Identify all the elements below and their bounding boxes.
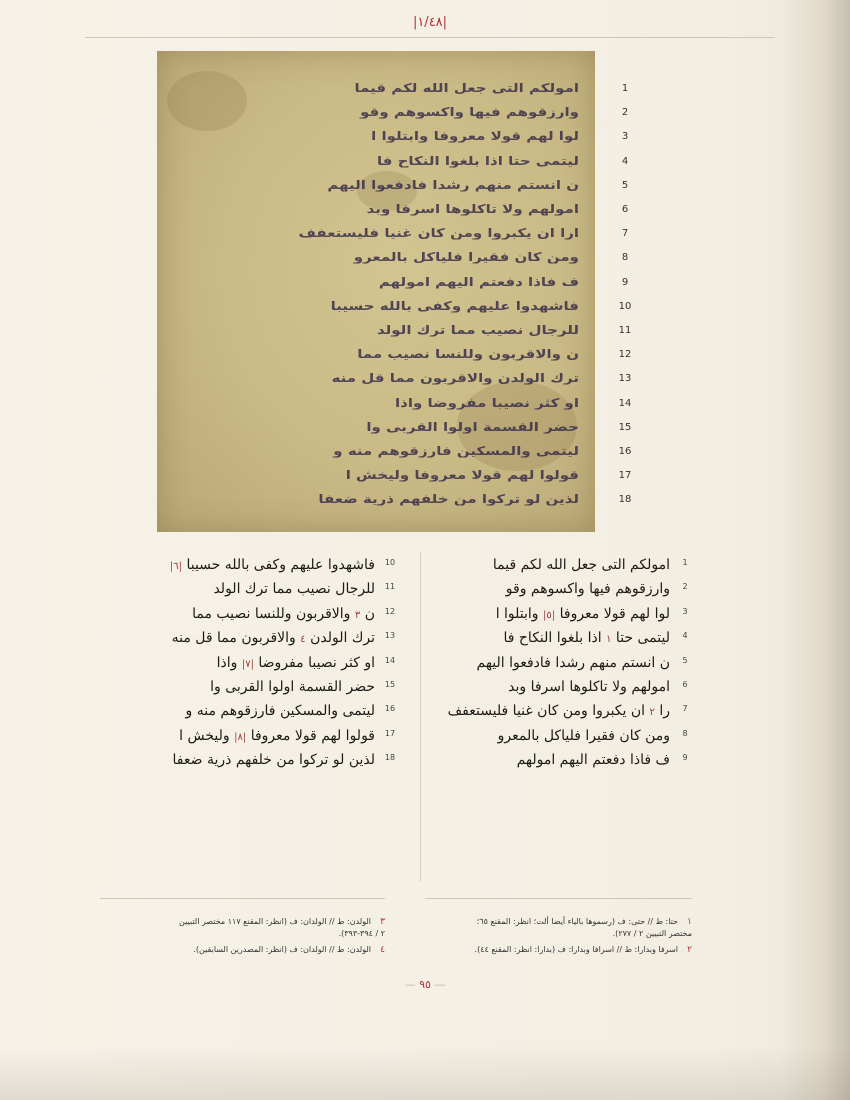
- transcription-line-number: 15: [384, 680, 396, 689]
- verse-or-footnote-marker: ٣: [354, 609, 361, 621]
- verse-or-footnote-marker: |٧|: [241, 658, 254, 670]
- transcription-line-text: [508, 677, 670, 697]
- manuscript-line: او كثر نصيبا مفروضا واذا: [395, 397, 579, 410]
- verse-or-footnote-marker: |٥|: [543, 609, 556, 621]
- manuscript-line-number: 11: [618, 325, 632, 336]
- page-header: [85, 13, 775, 39]
- verse-or-footnote-marker: ٤: [300, 634, 306, 646]
- line-text: ن: [364, 605, 375, 622]
- manuscript-line-number: 8: [621, 252, 629, 264]
- transcription-line: [430, 579, 692, 601]
- transcription-line-number: 6: [682, 680, 688, 689]
- header-rule: [85, 37, 775, 38]
- binding-shadow: [780, 0, 850, 1100]
- manuscript-line: ليتمى حتا اذا بلغوا النكاح فا: [376, 155, 579, 168]
- footnote-continuation: ٢ / ٣٩٤-٣٩٣).: [338, 929, 385, 938]
- footnote-rule-right: [425, 898, 692, 899]
- footnote: [100, 914, 385, 936]
- manuscript-line: ف فاذا دفعتم اليهم امولهم: [378, 276, 579, 289]
- transcription-line-text: [192, 604, 375, 626]
- transcription-line-number: 7: [682, 704, 688, 714]
- verse-or-footnote-marker: ٢: [649, 707, 655, 719]
- line-text: را: [659, 703, 670, 720]
- manuscript-photo: [157, 51, 595, 532]
- footnote-text: اسرفا وبدارا: ط // اسرافا وبدارا: ف (بدارا: انظر: المقنع ٤٤).: [474, 945, 678, 954]
- manuscript-line-number: 16: [618, 446, 632, 457]
- line-text: امولكم التى جعل الله لكم قيما: [492, 557, 670, 573]
- transcription-line-text: [186, 701, 376, 721]
- transcription-line: [430, 604, 692, 626]
- manuscript-line-number: 12: [618, 349, 632, 361]
- transcription-line: [430, 555, 692, 577]
- manuscript-line: حضر القسمة اولوا القربى وا: [366, 421, 579, 434]
- transcription-line-number: 11: [384, 582, 396, 592]
- transcription-line-number: 3: [682, 606, 688, 616]
- transcription-line-text: [506, 579, 670, 599]
- line-text-tail: ان يكبروا ومن كان غنيا فليستعفف: [447, 703, 646, 720]
- footnote-text: حتا: ط // حتى: ف (رسموها بالياء أيضا ألت؛ انظر: المقنع ٦٥؛: [476, 917, 678, 926]
- transcription-line-number: 14: [384, 655, 396, 665]
- manuscript-line-number: 15: [618, 421, 632, 433]
- manuscript-line: لوا لهم قولا معروفا وابتلوا ا: [371, 130, 579, 143]
- transcription-line-number: 12: [384, 606, 396, 616]
- manuscript-line-number: 7: [621, 228, 629, 240]
- transcription-line: [430, 701, 692, 723]
- transcription-line-number: 5: [682, 655, 688, 665]
- transcription-line-text: [210, 677, 375, 697]
- line-text: لذين لو تركوا من خلفهم ذرية ضعفا: [172, 752, 375, 769]
- line-text: ليتمى حتا: [615, 630, 670, 647]
- manuscript-line-number: 13: [618, 373, 632, 385]
- transcription-line: [135, 677, 397, 699]
- line-text-tail: والاقربون مما قل منه: [171, 630, 296, 647]
- manuscript-line-number: 6: [621, 204, 629, 215]
- footnote-number: ٤: [380, 945, 385, 955]
- line-text: لوا لهم قولا معروفا: [559, 605, 670, 622]
- manuscript-line: قولوا لهم قولا معروفا وليخش ا: [345, 469, 579, 482]
- line-text-tail: اذا بلغوا النكاح فا: [503, 630, 602, 647]
- transcription-line-number: 13: [384, 631, 396, 641]
- footnote-rule-left: [100, 898, 385, 899]
- verse-or-footnote-marker: |٦|: [169, 561, 183, 572]
- manuscript-line-number: 2: [621, 107, 629, 119]
- line-text: ف فاذا دفعتم اليهم امولهم: [516, 752, 670, 769]
- transcription-line-number: 17: [384, 728, 396, 738]
- transcription-line-text: [503, 628, 670, 650]
- line-text: وارزقوهم فيها واكسوهم وقو: [505, 581, 670, 598]
- transcription-line-number: 8: [682, 728, 688, 738]
- transcription-line-text: [213, 579, 375, 599]
- transcription-line-text: [170, 555, 375, 577]
- line-text-tail: وابتلوا ا: [495, 605, 539, 622]
- manuscript-line-number: 5: [621, 179, 629, 191]
- manuscript-line: فاشهدوا عليهم وكفى بالله حسيبا: [330, 300, 579, 313]
- transcription-line: [135, 604, 397, 626]
- manuscript-line: ترك الولدن والاقربون مما قل منه: [331, 372, 579, 385]
- line-text: ن انستم منهم رشدا فادفعوا اليهم: [476, 654, 670, 671]
- transcription-line-text: [477, 653, 670, 673]
- manuscript-line: للرجال نصيب مما ترك الولد: [376, 324, 579, 337]
- transcription-line: [430, 750, 692, 772]
- transcription-line-text: [172, 628, 375, 650]
- transcription-line-text: [493, 555, 670, 575]
- transcription-line-number: 16: [384, 704, 396, 714]
- line-text: امولهم ولا تاكلوها اسرفا وبد: [508, 679, 670, 695]
- center-rule: [420, 552, 421, 882]
- manuscript-line-number: 1: [621, 83, 629, 94]
- manuscript-line: وارزقوهم فيها واكسوهم وقو: [360, 106, 579, 119]
- line-text: ومن كان فقيرا فلياكل بالمعرو: [497, 727, 670, 744]
- line-text-tail: وليخش ا: [179, 727, 230, 744]
- footnote-text: الولدن: ط // الولدان: ف (انظر: المقنع ١١٧ مختصر التبيين: [179, 917, 371, 926]
- manuscript-line-number: 4: [621, 155, 629, 167]
- transcription-line-number: 2: [682, 582, 688, 592]
- transcription-line-text: [448, 701, 670, 723]
- line-text-tail: واذا: [216, 654, 238, 671]
- transcription-line: [430, 653, 692, 675]
- transcription-line-number: 1: [682, 558, 688, 567]
- manuscript-line: ارا ان يكبروا ومن كان غنيا فليستعفف: [298, 227, 579, 240]
- footnote-continuation: مختصر التبيين ٢ / ٢٧٧).: [612, 929, 692, 938]
- manuscript-line: ومن كان فقيرا فلياكل بالمعرو: [353, 251, 579, 264]
- line-text-tail: والاقربون وللنسا نصيب مما: [192, 605, 351, 622]
- manuscript-line-number: 3: [621, 131, 629, 143]
- manuscript-line-number: 9: [621, 276, 629, 288]
- transcription-line: [135, 628, 397, 650]
- transcription-line: [135, 579, 397, 601]
- manuscript-line-number: 10: [618, 300, 632, 312]
- manuscript-line-number: 14: [618, 397, 632, 409]
- transcription-line: [135, 750, 397, 772]
- transcription-line-number: 10: [384, 558, 396, 567]
- transcription-line: [135, 555, 397, 577]
- footnote-text: الولدن: ط // الولدان: ف (انظر: المصدرين السابقين).: [193, 945, 371, 954]
- transcription-line: [135, 701, 397, 723]
- transcription-line: [135, 653, 397, 675]
- transcription-line-number: 18: [384, 753, 396, 763]
- page-footer: — ٩٥ —: [404, 978, 446, 991]
- transcription-line: [430, 677, 692, 699]
- manuscript-line: امولكم التى جعل الله لكم قيما: [354, 82, 579, 95]
- manuscript-line: ليتمى والمسكين فارزقوهم منه و: [333, 445, 579, 458]
- transcription-line-text: [498, 726, 670, 746]
- footnote: [425, 942, 692, 964]
- footnote-number: ٢: [687, 945, 692, 955]
- manuscript-line-number: 17: [618, 470, 632, 482]
- line-text: ليتمى والمسكين فارزقوهم منه و: [185, 703, 375, 720]
- manuscript-line-number: 18: [618, 494, 632, 506]
- verse-or-footnote-marker: ١: [606, 634, 612, 646]
- line-text: قولوا لهم قولا معروفا: [250, 727, 375, 744]
- folio-number: |١/٤٨|: [412, 15, 448, 30]
- transcription-line-number: 4: [682, 631, 688, 641]
- page-number: ٩٥: [419, 978, 431, 991]
- transcription-line-text: [217, 653, 375, 675]
- manuscript-line: امولهم ولا تاكلوها اسرفا وبد: [366, 203, 579, 216]
- transcription-line: [135, 726, 397, 748]
- transcription-line-text: [179, 726, 375, 748]
- transcription-line-text: [496, 604, 670, 626]
- bottom-shadow: [0, 1046, 850, 1100]
- line-text: للرجال نصيب مما ترك الولد: [213, 581, 375, 598]
- manuscript-line: لذين لو تركوا من خلفهم ذرية ضعفا: [318, 493, 579, 506]
- transcription-line-number: 9: [682, 753, 688, 763]
- line-text: فاشهدوا عليهم وكفى بالله حسيبا: [186, 557, 375, 573]
- footnote-number: ٣: [380, 917, 385, 927]
- verse-or-footnote-marker: |٨|: [234, 731, 247, 743]
- footnote-number: ١: [687, 917, 692, 927]
- line-text: حضر القسمة اولوا القربى وا: [210, 679, 375, 695]
- transcription-line-text: [517, 750, 670, 770]
- line-text: او كثر نصيبا مفروضا: [258, 654, 375, 671]
- manuscript-line: ن انستم منهم رشدا فادفعوا اليهم: [327, 179, 579, 192]
- transcription-line-text: [173, 750, 375, 770]
- footnote: [425, 914, 692, 936]
- transcription-line: [430, 628, 692, 650]
- manuscript-line: ن والاقربون وللنسا نصيب مما: [357, 348, 579, 361]
- transcription-line: [430, 726, 692, 748]
- footnote: [100, 942, 385, 964]
- line-text: ترك الولدن: [310, 630, 375, 647]
- stain: [167, 71, 247, 131]
